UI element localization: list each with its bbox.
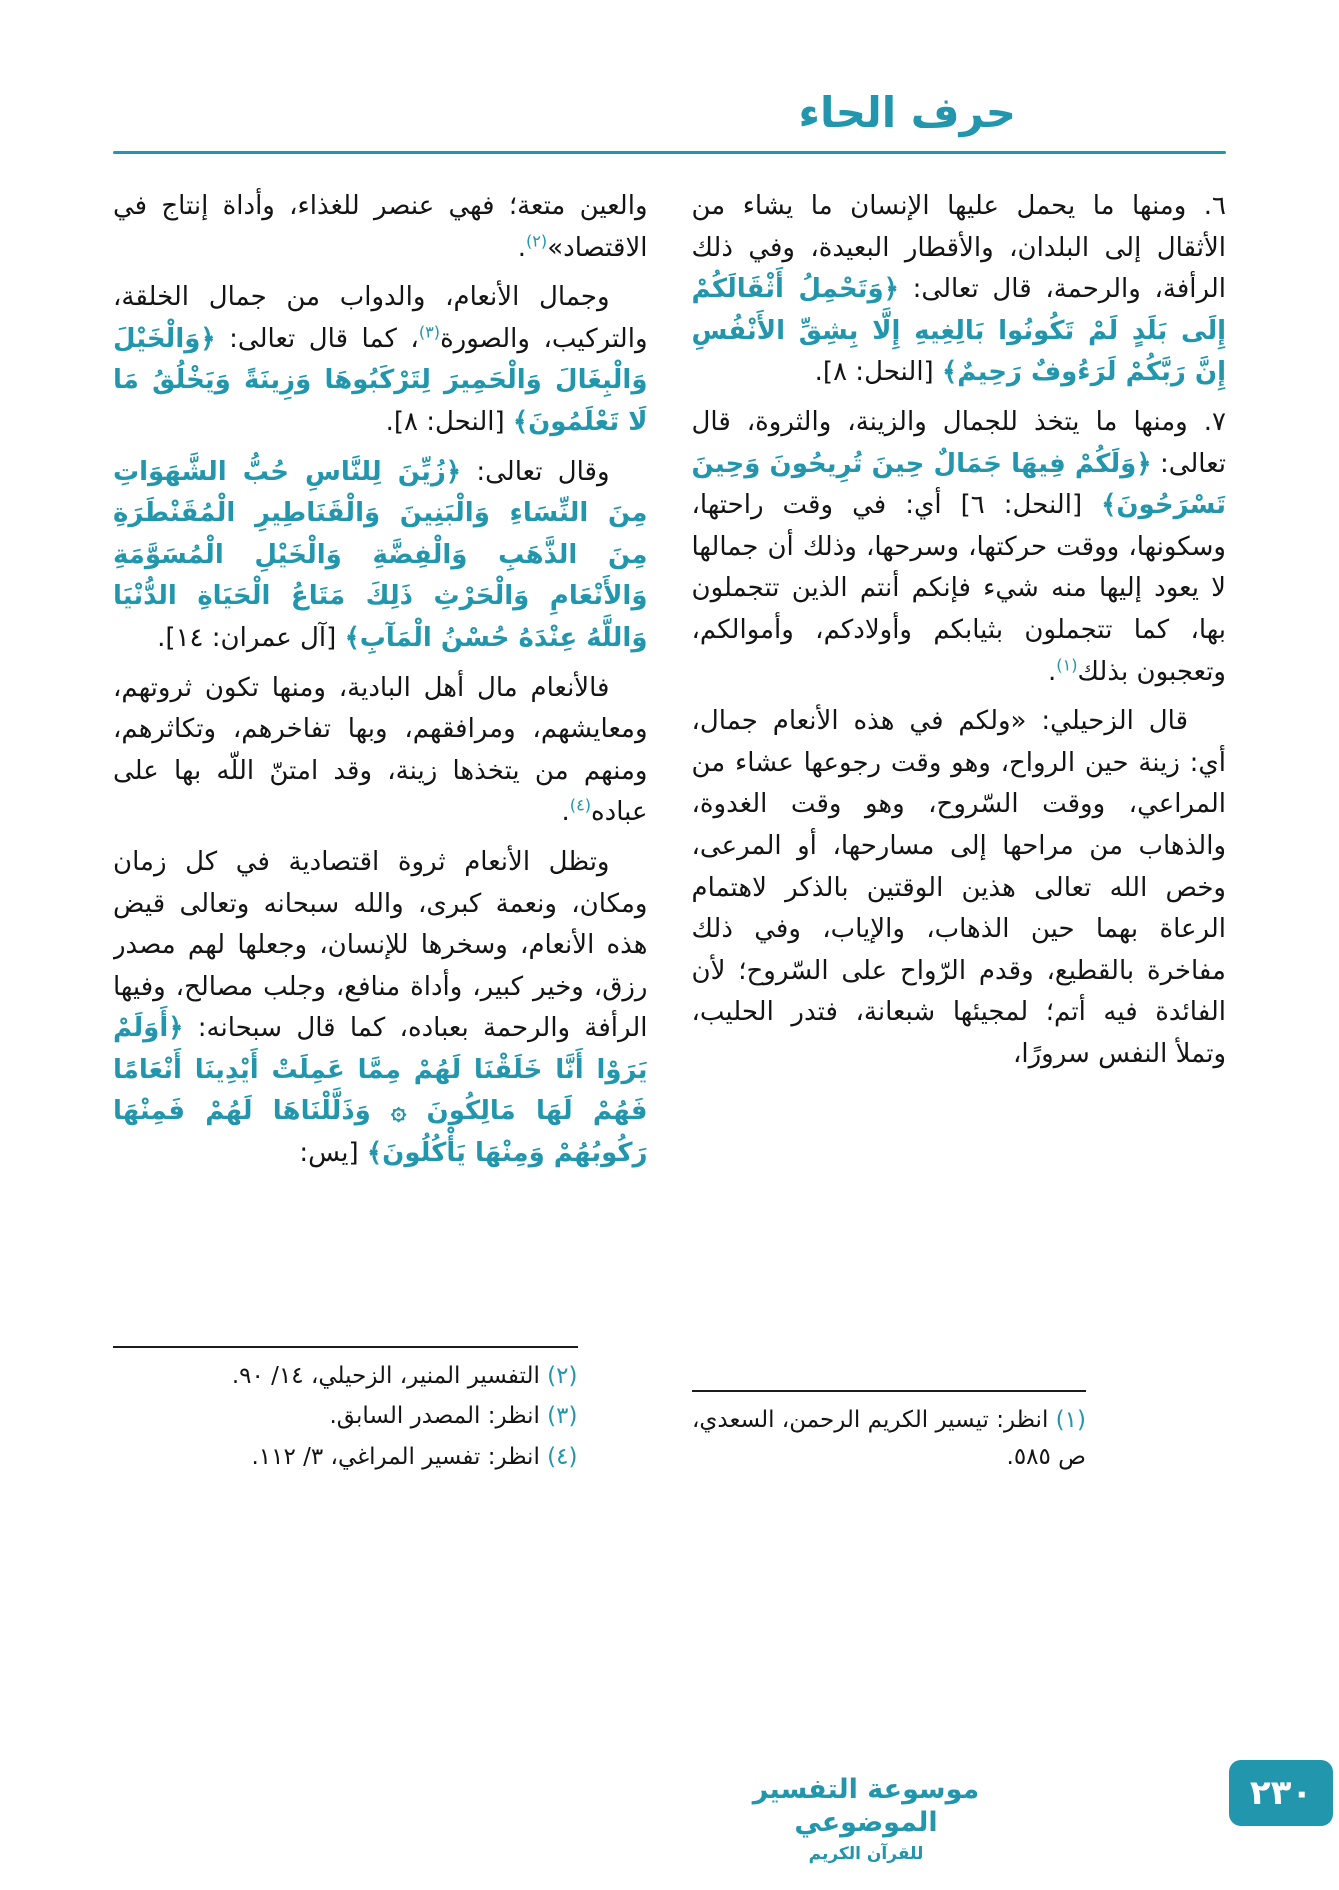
quran-verse: ﴿زُيِّنَ لِلنَّاسِ حُبُّ الشَّهَوَاتِ مِنَ النِّسَاءِ وَالْبَنِينَ وَالْقَنَاطِيرِ الْمُقَنْطَرَةِ مِنَ الذَّهَبِ وَالْفِضَّةِ وَالْخَيْلِ الْمُسَوَّمَةِ وَالأَنْعَامِ وَالْحَرْثِ ذَلِكَ مَتَاعُ الْحَيَاةِ الدُّنْيَا وَاللَّهُ عِنْدَهُ حُسْنُ الْمَآبِ﴾ (113, 456, 648, 653)
footnote (692, 1402, 1087, 1476)
column-right (692, 186, 1227, 1480)
footnote-number: (٣) (539, 1403, 578, 1430)
logo-subtitle: للقرآن الكريم (808, 1844, 924, 1864)
footnote-number: (٤) (539, 1444, 578, 1471)
paragraph (692, 186, 1227, 394)
body-text: . (517, 232, 526, 263)
paragraph (692, 701, 1227, 1075)
footnote-text: انظر: تيسير الكريم الرحمن، السعدي، ص ٥٨٥. (691, 1407, 1086, 1471)
footnote-text: انظر: المصدر السابق. (329, 1403, 540, 1430)
footnote-marker: (٢) (525, 230, 548, 250)
body-text: ، كما قال تعالى: (215, 323, 419, 354)
quran-verse: ﴿أَوَلَمْ يَرَوْا أَنَّا خَلَقْنَا لَهُمْ مِمَّا عَمِلَتْ أَيْدِينَا أَنْعَامًا فَهُمْ لَهَا مَالِكُونَ ۞ وَذَلَّلْنَاهَا لَهُمْ فَمِنْهَا رَكُوبُهُمْ وَمِنْهَا يَأْكُلُونَ﴾ (113, 1013, 648, 1169)
footnote-text: انظر: تفسير المراغي، ٣/ ١١٢. (251, 1444, 540, 1471)
body-text: فالأنعام مال أهل البادية، ومنها تكون ثروتهم، ومعايشهم، ومرافقهم، وبها تفاخرهم، وتكاثرهم، ومنهم من يتخذها زينة، وقد امتنّ اللّه بها على عباده (113, 672, 648, 828)
footnote-list (692, 1402, 1087, 1476)
paragraph (113, 452, 648, 660)
footnote-marker: (١) (1056, 654, 1078, 674)
quran-verse: ﴿وَالْخَيْلَ وَالْبِغَالَ وَالْحَمِيرَ لِتَرْكَبُوهَا وَزِينَةً وَيَخْلُقُ مَا لَا تَعْلَمُونَ﴾ (113, 323, 648, 437)
footnote-marker: (٣) (418, 322, 441, 342)
chapter-title: حرف الحاء (798, 88, 1016, 137)
body-text: . (1048, 656, 1057, 687)
body-text: قال الزحيلي: «ولكم في هذه الأنعام جمال، أي: زينة حين الرواح، وهو وقت رجوعها عشاء من المراعي، ووقت السّروح، وهو وقت الغدوة، والذهاب من مراحها إلى مسارحها، أو المرعى، وخص الله تعالى هذين الوقتين بالذكر لاهتمام الرعاة بهما حين الذهاب، والإياب، وفي ذلك مفاخرة بالقطيع، وقدم الرّواح على السّروح؛ لأن الفائدة فيه أتم؛ لمجيئها شبعانة، فتدر الحليب، وتملأ النفس سرورًا، (691, 706, 1226, 1069)
column-right-text (692, 186, 1227, 1083)
paragraph (113, 842, 648, 1175)
body-text: والعين متعة؛ فهي عنصر للغذاء، وأداة إنتاج في الاقتصاد» (113, 191, 648, 263)
column-left-footnotes (113, 1346, 648, 1480)
item-number: ٧. (1187, 406, 1226, 437)
footnote-marker: (٤) (569, 795, 592, 815)
body-text: [يس: (299, 1138, 367, 1169)
footnote (113, 1358, 578, 1395)
column-left (113, 186, 648, 1480)
paragraph (113, 668, 648, 834)
column-left-text (113, 186, 648, 1183)
item-number: ٦. (1186, 191, 1226, 221)
quran-verse: ﴿وَتَحْمِلُ أَثْقَالَكُمْ إِلَى بَلَدٍ لَمْ تَكُونُوا بَالِغِيهِ إِلَّا بِشِقِّ الأَنْفُسِ إِنَّ رَبَّكُمْ لَرَءُوفٌ رَحِيمٌ﴾ (691, 274, 1226, 388)
column-right-footnotes (692, 1390, 1227, 1480)
paragraph (113, 186, 648, 269)
body-text: ومنها ما يحمل عليها الإنسان ما يشاء من الأثقال إلى البلدان، والأقطار البعيدة، وفي ذلك الرأفة، والرحمة، قال تعالى: (691, 191, 1226, 305)
footnote-number: (٢) (539, 1362, 578, 1389)
body-text: [النحل: ٦] أي: في وقت راحتها، وسكونها، ووقت حركتها، وسرحها، وذلك أن جمالها لا يعود إليها منه شيء فإنكم أنتم الذين تتجملون بها، كما تتجملون بثيابكم وأولادكم، وأموالكم، وتعجبون بذلك (691, 490, 1226, 687)
page-content (113, 186, 1226, 1480)
paragraph (113, 277, 648, 443)
quran-verse: ﴿وَلَكُمْ فِيهَا جَمَالٌ حِينَ تُرِيحُونَ وَحِينَ تَسْرَحُونَ﴾ (691, 448, 1226, 521)
body-text: وتظل الأنعام ثروة اقتصادية في كل زمان ومكان، ونعمة كبرى، والله سبحانه وتعالى قيض هذه الأنعام، وسخرها للإنسان، وجعلها لهم مصدر رزق، وخير كبير، وأداة منافع، وجلب مصالح، وفيها الرأفة والرحمة بعباده، كما قال سبحانه: (113, 846, 648, 1044)
footnote (113, 1439, 578, 1476)
body-text: [آل عمران: ١٤]. (157, 622, 345, 653)
footnote (113, 1398, 578, 1435)
footnote-separator (692, 1390, 1087, 1392)
body-text: وجمال الأنعام، والدواب من جمال الخلقة، والتركيب، والصورة (113, 282, 648, 354)
header-rule (113, 151, 1226, 154)
body-text: وقال تعالى: (461, 456, 610, 487)
page-header (113, 88, 1226, 154)
footnote-number: (١) (1048, 1407, 1086, 1434)
body-text: [النحل: ٨]. (385, 406, 513, 437)
body-text: ومنها ما يتخذ للجمال والزينة، والثروة، قال تعالى: (691, 406, 1226, 479)
paragraph (692, 402, 1227, 693)
publisher-logo (751, 1773, 981, 1865)
body-text: [النحل: ٨]. (814, 357, 942, 388)
footnote-separator (113, 1346, 578, 1348)
footnote-text: التفسير المنير، الزحيلي، ١٤/ ٩٠. (231, 1362, 540, 1389)
page-number: ٢٣٠ (1229, 1760, 1333, 1826)
body-text: . (561, 797, 570, 828)
logo-title: موسوعة التفسير الموضوعي (752, 1773, 980, 1839)
footnote-list (113, 1358, 578, 1476)
